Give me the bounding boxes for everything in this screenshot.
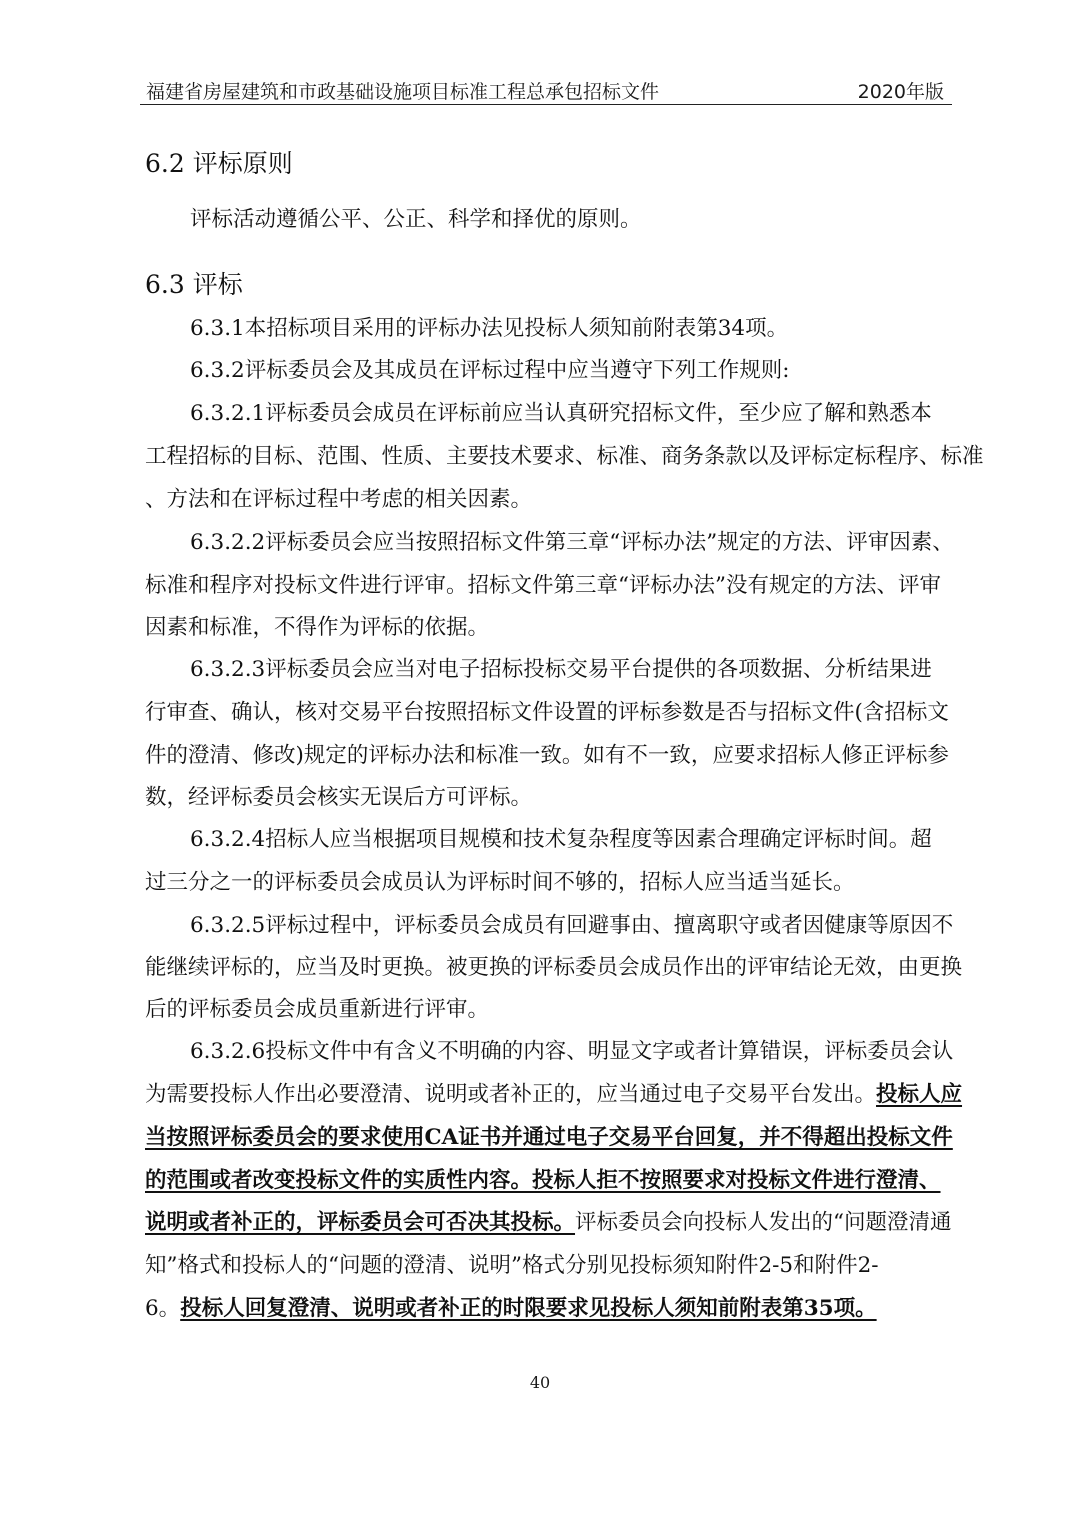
paragraph-line: 因素和标准，不得作为评标的依据。: [145, 615, 490, 640]
header-title: 福建省房屋建筑和市政基础设施项目标准工程总承包招标文件: [146, 81, 660, 103]
paragraph-line: 6.3.2.1评标委员会成员在评标前应当认真研究招标文件，至少应了解和熟悉本: [190, 401, 932, 426]
paragraph-line: 6.3.1本招标项目采用的评标办法见投标人须知前附表第34项。: [190, 316, 789, 341]
section-heading-6-3: 6.3 评标: [145, 270, 243, 299]
paragraph-line: 过三分之一的评标委员会成员认为评标时间不够的，招标人应当适当延长。: [145, 870, 855, 895]
underlined-emphasis: 说明或者补正的，评标委员会可否决其投标。: [145, 1210, 576, 1235]
paragraph-line: 件的澄清、修改)规定的评标办法和标准一致。如有不一致，应要求招标人修正评标参: [145, 743, 949, 768]
paragraph-text: 6。: [145, 1296, 181, 1321]
page-number: 40: [529, 1373, 551, 1392]
section-heading-6-2: 6.2 评标原则: [145, 149, 293, 178]
paragraph-line: 6.3.2.3评标委员会应当对电子招标投标交易平台提供的各项数据、分析结果进: [190, 657, 932, 682]
paragraph-line: 6.3.2.4招标人应当根据项目规模和技术复杂程度等因素合理确定评标时间。超: [190, 827, 932, 852]
underlined-emphasis: 投标人应: [876, 1082, 963, 1107]
paragraph-line: [145, 1160, 941, 1202]
underlined-emphasis: 当按照评标委员会的要求使用CA证书并通过电子交易平台回复，并不得超出投标文件: [145, 1125, 953, 1150]
header-edition: 2020年版: [857, 81, 944, 103]
paragraph-line: 标准和程序对投标文件进行评审。招标文件第三章“评标办法”没有规定的方法、评审: [145, 573, 941, 598]
paragraph-line: 后的评标委员会成员重新进行评审。: [145, 997, 490, 1022]
paragraph-line: 工程招标的目标、范围、性质、主要技术要求、标准、商务条款以及评标定标程序、标准: [145, 444, 984, 469]
paragraph-line: 6.3.2.5评标过程中，评标委员会成员有回避事由、擅离职守或者因健康等原因不: [190, 913, 954, 938]
paragraph-line: 6.3.2评标委员会及其成员在评标过程中应当遵守下列工作规则:: [190, 358, 790, 383]
paragraph-line: 能继续评标的，应当及时更换。被更换的评标委员会成员作出的评审结论无效，由更换: [145, 955, 963, 980]
paragraph-line: [145, 1117, 953, 1159]
underlined-emphasis: 投标人回复澄清、说明或者补正的时限要求见投标人须知前附表第35项。: [180, 1296, 877, 1321]
paragraph-line: [145, 1074, 962, 1116]
paragraph-line: 行审查、确认，核对交易平台按照招标文件设置的评标参数是否与招标文件(含招标文: [145, 700, 949, 725]
paragraph-line: 知”格式和投标人的“问题的澄清、说明”格式分别见投标须知附件2-5和附件2-: [145, 1253, 879, 1278]
paragraph-line: 数，经评标委员会核实无误后方可评标。: [145, 785, 533, 810]
paragraph-line: [145, 1202, 952, 1244]
underlined-emphasis: 的范围或者改变投标文件的实质性内容。投标人拒不按照要求对投标文件进行澄清、: [145, 1168, 941, 1193]
page-header: [140, 74, 952, 105]
paragraph-line: [145, 1288, 877, 1330]
paragraph-line: 6.3.2.2评标委员会应当按照招标文件第三章“评标办法”规定的方法、评审因素、: [190, 530, 954, 555]
paragraph-line: 评标活动遵循公平、公正、科学和择优的原则。: [190, 207, 642, 232]
paragraph-text: 评标委员会向投标人发出的“问题澄清通: [575, 1210, 952, 1235]
paragraph-text: 为需要投标人作出必要澄清、说明或者补正的，应当通过电子交易平台发出。: [145, 1082, 877, 1107]
paragraph-line: 、方法和在评标过程中考虑的相关因素。: [145, 487, 533, 512]
paragraph-line: 6.3.2.6投标文件中有含义不明确的内容、明显文字或者计算错误，评标委员会认: [190, 1039, 954, 1064]
